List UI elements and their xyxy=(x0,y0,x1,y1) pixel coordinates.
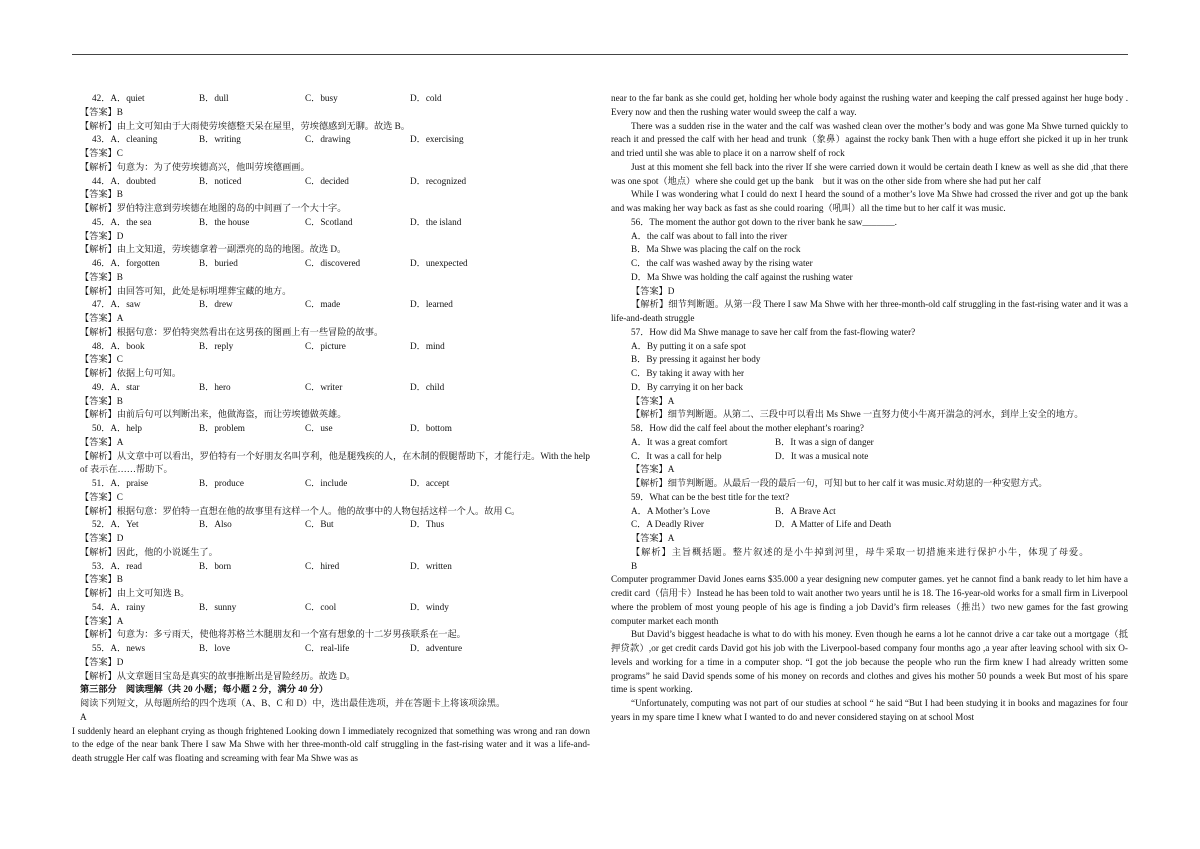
question-58: 58．How did the calf feel about the mother elephant’s roaring? xyxy=(631,423,864,433)
option-57-a: A．By putting it on a safe spot xyxy=(631,340,746,351)
option-45-b: B．the house xyxy=(199,216,250,227)
answer-46: 【答案】B xyxy=(80,271,123,282)
option-52-d: D．Thus xyxy=(410,519,445,530)
answer-43: 【答案】C xyxy=(80,148,123,158)
option-46-a-wrap xyxy=(92,257,160,271)
explanation-43: 【解析】句意为：为了使劳埃德高兴，他叫劳埃德画画。 xyxy=(80,161,310,172)
option-51-d: D．accept xyxy=(410,478,450,488)
explanation-47: 【解析】根据句意：罗伯特突然看出在这男孩的图画上有一些冒险的故事。 xyxy=(80,326,384,337)
option-53-a: A．read xyxy=(110,560,143,571)
option-55-a-wrap xyxy=(92,642,145,656)
explanation-59: 【解析】主旨概括题。整片叙述的是小牛掉到河里，母牛采取一切措施来进行保护小牛，体现了母爱。 xyxy=(631,546,1090,557)
option-44-b: B．noticed xyxy=(199,175,242,186)
option-43-b: B．writing xyxy=(199,134,241,145)
option-45-d: D．the island xyxy=(410,216,462,227)
option-52-b: B．Also xyxy=(199,519,232,530)
passage-b-letter: B xyxy=(631,560,638,571)
question-number: 52 xyxy=(92,519,102,530)
option-44-a: A．doubted xyxy=(110,175,156,186)
header-rule xyxy=(72,54,1128,55)
option-42-c: C．busy xyxy=(305,93,338,103)
passage-b-paragraph: Computer programmer David Jones earns $35.000 a year designing new computer games. yet he cannot find a bank ready to let him have a credit card（信用卡）Instead he has been told to wait another two years until he is 18. The 16-year-old works for a small firm in Liverpool where the problem of most young people of his age is finding a job David’s firm releases（推出）two new games for the fast growing computer market each month xyxy=(611,574,1128,626)
question-options-row xyxy=(72,518,590,532)
question-options-row xyxy=(72,340,590,354)
option-55-c: C．real-life xyxy=(305,643,350,653)
option-54-a-wrap xyxy=(92,601,145,615)
answer-56: 【答案】D xyxy=(631,285,675,296)
options-59-row2 xyxy=(611,518,1128,532)
explanation-50: 【解析】从文章中可以看出，罗伯特有一个好朋友名叫亨利，他是腿残疾的人，在木制的假腿帮助下，才能行走。With the help of 表示在……帮助下。 xyxy=(80,450,590,475)
question-number-dot: ． xyxy=(101,134,111,145)
option-57-b: B．By pressing it against her body xyxy=(631,354,761,365)
question-59: 59．What can be the best title for the text? xyxy=(631,491,790,502)
question-number: 45 xyxy=(92,216,102,227)
answer-58: 【答案】A xyxy=(631,464,675,475)
option-51-a: A．praise xyxy=(110,478,149,488)
explanation-58: 【解析】细节判断题。从最后一段的最后一句，可知 but to her calf it was music.对幼崽的一种安慰方式。 xyxy=(631,478,1048,488)
section-title: 第三部分 阅读理解（共 20 小题；每小题 2 分，满分 40 分） xyxy=(80,684,329,695)
explanation-57: 【解析】细节判断题。从第二、三段中可以看出 Ms Shwe 一直努力使小牛离开湍急的河水，到岸上安全的地方。 xyxy=(631,409,1084,420)
option-45-a: A．the sea xyxy=(110,216,152,227)
passage-a-paragraph: While I was wondering what I could do next I heard the sound of a mother’s love Ma Shwe had crossed the river and got up the bank and was making her way back as fast as she could roaring（吼叫）all the time but to her calf it was music. xyxy=(611,189,1128,213)
answer-53: 【答案】B xyxy=(80,574,123,585)
option-52-a: A．Yet xyxy=(110,519,139,530)
option-51-b: B．produce xyxy=(199,478,244,488)
passage-a-paragraph: Just at this moment she fell back into the river If she were carried down it would be certain death I knew as well as she did ,that there was one spot（地点）where she could get up the bank but it was on the other side from where she had put her calf xyxy=(611,161,1128,186)
answer-51: 【答案】C xyxy=(80,491,123,502)
question-number-dot: ． xyxy=(101,478,111,488)
question-options-row xyxy=(72,175,590,189)
option-47-a-wrap xyxy=(92,298,141,312)
question-number: 51 xyxy=(92,478,102,488)
question-options-row xyxy=(72,381,590,395)
passage-a-paragraph: near to the far bank as she could get, holding her whole body against the rushing water and keeping the calf pressed against her huge body . Every now and then the rushing water would sweep the calf a way. xyxy=(611,93,1128,117)
option-58-c: C．It was a call for help xyxy=(631,450,722,461)
option-42-d: D．cold xyxy=(410,93,442,103)
question-options-row xyxy=(72,133,590,147)
option-49-a-wrap xyxy=(92,381,139,395)
question-number-dot: ． xyxy=(101,560,111,571)
options-58-row1 xyxy=(611,436,1128,450)
option-47-d: D．learned xyxy=(410,299,453,310)
option-42-a-wrap xyxy=(92,92,145,106)
option-52-c: C．But xyxy=(305,519,334,530)
option-47-b: B．drew xyxy=(199,299,233,310)
question-number: 54 xyxy=(92,601,102,612)
question-57: 57．How did Ma Shwe manage to save her calf from the fast-flowing water? xyxy=(631,326,916,337)
option-58-d: D．It was a musical note xyxy=(775,450,869,461)
question-options-row xyxy=(72,257,590,271)
explanation-53: 【解析】由上文可知选 B。 xyxy=(80,588,190,598)
question-number: 46 xyxy=(92,258,102,268)
option-45-c: C．Scotland xyxy=(305,216,353,227)
option-59-b: B．A Brave Act xyxy=(775,505,836,516)
question-number-dot: ． xyxy=(101,601,111,612)
options-58-row2 xyxy=(611,450,1128,464)
option-44-d: D．recognized xyxy=(410,175,467,186)
option-46-d: D．unexpected xyxy=(410,258,468,268)
option-57-c: C．By taking it away with her xyxy=(631,368,745,378)
question-number-dot: ． xyxy=(101,299,111,310)
option-50-c: C．use xyxy=(305,423,333,433)
option-47-c: C．made xyxy=(305,299,341,310)
passage-a-paragraph: I suddenly heard an elephant crying as though frightened Looking down I immediately recognized that something was wrong and ran down to the edge of the near bank There I saw Ma Shwe with her three-month-old calf struggling in the fast-rising water and it was a life-and-death struggle Her calf was floating and screaming with fear Ma Shwe was as xyxy=(72,725,590,763)
option-56-d: D．Ma Shwe was holding the calf against the rushing water xyxy=(631,271,853,282)
option-50-a-wrap xyxy=(92,422,142,436)
option-46-a: A．forgotten xyxy=(110,258,160,268)
right-column xyxy=(611,92,1128,725)
answer-57: 【答案】A xyxy=(631,395,675,406)
option-42-b: B．dull xyxy=(199,93,229,103)
option-48-b: B．reply xyxy=(199,340,234,351)
option-45-a-wrap xyxy=(92,216,151,230)
explanation-46: 【解析】由回答可知，此处是标明埋葬宝藏的地方。 xyxy=(80,285,292,296)
question-options-row xyxy=(72,298,590,312)
option-54-d: D．windy xyxy=(410,601,449,612)
question-number: 44 xyxy=(92,175,102,186)
option-59-c: C．A Deadly River xyxy=(631,519,704,530)
option-46-b: B．buried xyxy=(199,258,238,268)
left-column xyxy=(72,92,590,766)
question-options-row xyxy=(72,601,590,615)
question-number: 55 xyxy=(92,643,102,653)
option-49-d: D．child xyxy=(410,381,445,392)
option-48-a: A．book xyxy=(110,340,145,351)
question-number: 53 xyxy=(92,560,102,571)
option-49-c: C．writer xyxy=(305,381,343,392)
option-54-c: C．cool xyxy=(305,601,337,612)
question-number: 50 xyxy=(92,423,102,433)
answer-48: 【答案】C xyxy=(80,354,123,365)
option-59-d: D．A Matter of Life and Death xyxy=(775,519,892,530)
question-number: 43 xyxy=(92,134,102,145)
option-49-a: A．star xyxy=(110,381,140,392)
answer-44: 【答案】B xyxy=(80,189,123,200)
question-options-row xyxy=(72,477,590,491)
question-number: 49 xyxy=(92,381,102,392)
question-number-dot: ． xyxy=(101,381,111,392)
question-options-row xyxy=(72,642,590,656)
option-43-a: A．cleaning xyxy=(110,134,158,145)
option-49-b: B．hero xyxy=(199,381,231,392)
question-number-dot: ． xyxy=(101,258,111,268)
answer-59: 【答案】A xyxy=(631,533,675,543)
explanation-44: 【解析】罗伯特注意到劳埃德在地图的岛的中间画了一个大十字。 xyxy=(80,203,347,213)
option-43-a-wrap xyxy=(92,133,157,147)
explanation-49: 【解析】由前后句可以判断出来，他做海盗，而让劳埃德做英雄。 xyxy=(80,409,347,420)
question-number: 48 xyxy=(92,340,102,351)
answer-47: 【答案】A xyxy=(80,313,124,323)
option-50-a: A．help xyxy=(110,423,143,433)
option-50-d: D．bottom xyxy=(410,423,452,433)
answer-55: 【答案】D xyxy=(80,656,124,667)
option-59-a: A．A Mother’s Love xyxy=(631,505,710,516)
explanation-48: 【解析】依据上句可知。 xyxy=(80,368,182,378)
option-56-c: C．the calf was washed away by the rising water xyxy=(631,258,813,268)
option-51-c: C．include xyxy=(305,478,348,488)
option-46-c: C．discovered xyxy=(305,258,361,268)
option-48-a-wrap xyxy=(92,340,145,354)
question-number-dot: ． xyxy=(101,519,111,530)
question-number-dot: ． xyxy=(101,175,111,186)
answer-45: 【答案】D xyxy=(80,230,124,241)
option-55-d: D．adventure xyxy=(410,643,463,653)
question-number-dot: ． xyxy=(101,423,111,433)
option-43-d: D．exercising xyxy=(410,134,464,145)
answer-52: 【答案】D xyxy=(80,533,124,543)
explanation-51: 【解析】根据句意：罗伯特一直想在他的故事里有这样一个人。他的故事中的人物包括这样一个人。故用 C。 xyxy=(80,505,521,516)
option-55-a: A．news xyxy=(110,643,146,653)
option-54-b: B．sunny xyxy=(199,601,237,612)
question-options-row xyxy=(72,560,590,574)
answer-42: 【答案】B xyxy=(80,106,123,117)
option-47-a: A．saw xyxy=(110,299,141,310)
answer-49: 【答案】B xyxy=(80,395,123,406)
option-57-d: D．By carrying it on her back xyxy=(631,381,744,392)
option-55-b: B．love xyxy=(199,643,231,653)
option-44-a-wrap xyxy=(92,175,156,189)
option-53-d: D．written xyxy=(410,560,452,571)
question-number-dot: ． xyxy=(101,93,111,103)
option-50-b: B．problem xyxy=(199,423,245,433)
passage-a-paragraph: There was a sudden rise in the water and the calf was washed clean over the mother’s body and was gone Ma Shwe turned quickly to reach it and pressed the calf with her head and trunk（象鼻）against the rocky bank Then with a huge effort she picked it up in her trunk and tried until she was able to place it on a narrow shelf of rock xyxy=(611,120,1128,158)
explanation-56: 【解析】细节判断题。从第一段 There I saw Ma Shwe with her three-month-old calf struggling in the fast-rising water and it was a life-and-death struggle xyxy=(611,299,1128,323)
option-56-a: A．the calf was about to fall into the river xyxy=(631,230,788,241)
question-number: 47 xyxy=(92,299,102,310)
question-56: 56．The moment the author got down to the river bank he saw_______. xyxy=(631,216,897,227)
option-51-a-wrap xyxy=(92,477,148,491)
option-53-a-wrap xyxy=(92,560,142,574)
question-options-row xyxy=(72,422,590,436)
section-instructions: 阅读下列短文，从每题所给的四个选项（A、B、C 和 D）中，选出最佳选项，并在答题卡上将该项涂黑。 xyxy=(80,698,506,708)
option-53-b: B．born xyxy=(199,560,232,571)
option-56-b: B．Ma Shwe was placing the calf on the rock xyxy=(631,244,801,255)
passage-b-paragraph: But David’s biggest headache is what to do with his money. Even though he earns a lot he cannot drive a car take out a mortgage（抵押贷款）,or get credit cards David got his job with the Liverpool-based company four months ago ,a year after leaving school with six O-levels and working for a time in a computer shop. “I got the job because the people who run the firm knew I had already written some programs” he said David spends some of his money on records and clothes and gives his mother 50 pounds a week But most of his spare time is spent working. xyxy=(611,629,1128,695)
option-54-a: A．rainy xyxy=(110,601,146,612)
passage-b-paragraph: “Unfortunately, computing was not part of our studies at school “ he said “But I had been studying it in books and magazines for four years in my spare time I knew what I wanted to do and never considered staying on at school Most xyxy=(611,698,1128,722)
question-number: 42 xyxy=(92,93,102,103)
option-48-d: D．mind xyxy=(410,340,445,351)
explanation-45: 【解析】由上文知道，劳埃德拿着一副漂亮的岛的地图。故选 D。 xyxy=(80,244,347,255)
passage-a-letter: A xyxy=(80,711,87,722)
options-59-row1 xyxy=(611,505,1128,519)
explanation-52: 【解析】因此，他的小说诞生了。 xyxy=(80,546,218,557)
option-58-b: B．It was a sign of danger xyxy=(775,436,874,447)
answer-54: 【答案】A xyxy=(80,615,124,626)
option-44-c: C．decided xyxy=(305,175,349,186)
option-48-c: C．picture xyxy=(305,340,346,351)
option-53-c: C．hired xyxy=(305,560,340,571)
question-number-dot: ． xyxy=(101,643,111,653)
question-options-row xyxy=(72,216,590,230)
explanation-42: 【解析】由上文可知由于大雨使劳埃德整天呆在屋里，劳埃德感到无聊。故选 B。 xyxy=(80,120,410,131)
option-58-a: A．It was a great comfort xyxy=(631,436,728,447)
question-options-row xyxy=(72,92,590,106)
question-number-dot: ． xyxy=(101,216,111,227)
explanation-54: 【解析】句意为：多亏雨天，使他将苏格兰木腿朋友和一个富有想象的十二岁男孩联系在一起。 xyxy=(80,629,466,640)
option-42-a: A．quiet xyxy=(110,93,145,103)
option-52-a-wrap xyxy=(92,518,139,532)
question-number-dot: ． xyxy=(101,340,111,351)
answer-50: 【答案】A xyxy=(80,436,124,447)
explanation-55: 【解析】从文章题目宝岛是真实的故事推断出是冒险经历。故选 D。 xyxy=(80,670,356,681)
option-43-c: C．drawing xyxy=(305,134,351,145)
